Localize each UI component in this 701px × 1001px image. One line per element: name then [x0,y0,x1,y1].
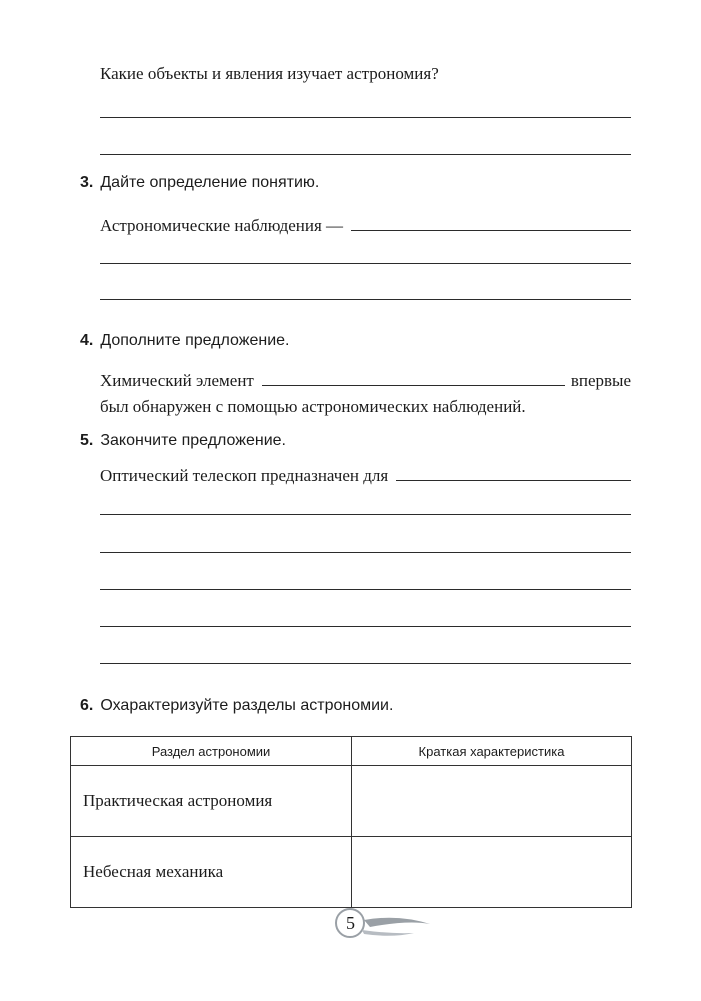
table-header-row [71,737,632,766]
item-3-prompt: Астрономические наблюдения — [100,216,344,235]
item-4-prompt-after: впервые [570,371,631,390]
answer-line [100,263,631,264]
answer-line [100,552,631,553]
table-cell-description-empty [352,766,632,837]
item-5-label: Закончите предложение. [100,432,286,449]
item-6-label: Охарактеризуйте разделы астрономии. [100,697,394,714]
table-row [71,837,632,908]
answer-line [100,514,631,515]
item-4-label: Дополните предложение. [100,332,290,349]
answer-line [100,299,631,300]
item-4-prompt-row [100,371,631,391]
table-cell-description-empty [352,837,632,908]
table-cell-section: Практическая астрономия [71,766,352,837]
answer-line [100,589,631,590]
page-number: 5 [346,913,355,933]
item-3-number: 3. [80,174,94,191]
item-6 [80,697,393,715]
fill-in-line [396,480,631,481]
sections-table [70,736,632,908]
item-4-number: 4. [80,332,94,349]
table-cell-section: Небесная механика [71,837,352,908]
answer-line [100,154,631,155]
answer-line [100,626,631,627]
intro-question: Какие объекты и явления изучает астрономия? [100,64,439,83]
item-4-prompt-before: Химический элемент [100,371,254,390]
item-5 [80,432,286,450]
table-header-section: Раздел астрономии [71,737,352,766]
item-3-prompt-row [100,216,631,236]
table-header-description: Краткая характеристика [352,737,632,766]
table-row [71,766,632,837]
item-4-prompt-line2: был обнаружен с помощью астрономических наблюдений. [100,397,526,416]
answer-line [100,663,631,664]
item-3-label: Дайте определение понятию. [100,174,320,191]
item-5-prompt-row [100,466,631,486]
item-4 [80,332,289,350]
item-5-number: 5. [80,432,94,449]
item-5-prompt: Оптический телескоп предназначен для [100,466,389,485]
item-3 [80,174,319,192]
answer-line [100,117,631,118]
fill-in-line [262,385,565,386]
item-6-number: 6. [80,697,94,714]
fill-in-line [351,230,631,231]
